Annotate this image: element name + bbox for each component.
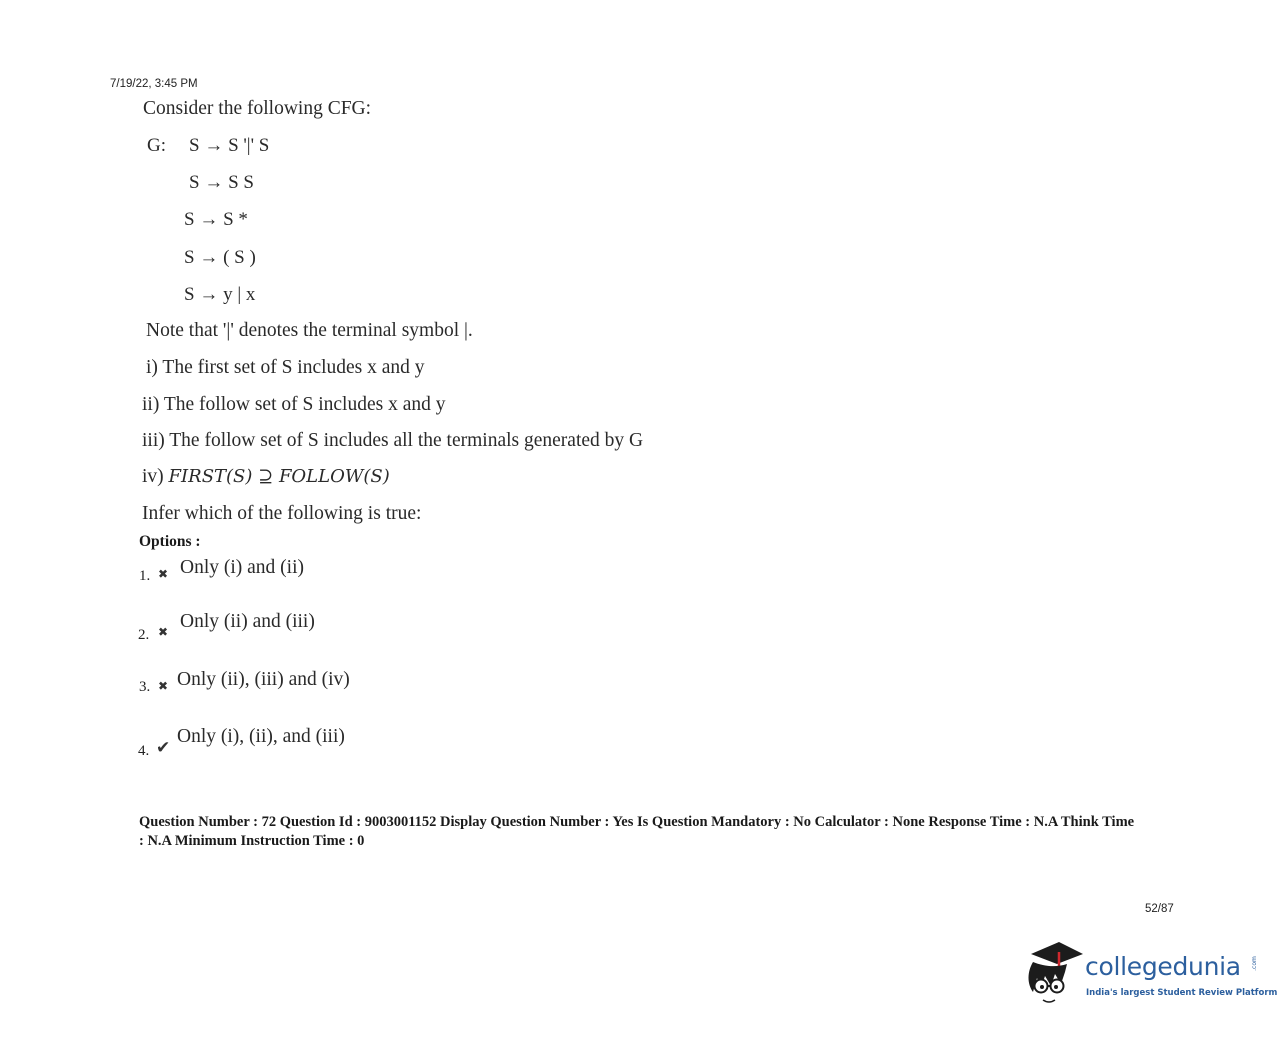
option-3-text: Only (ii), (iii) and (iv) xyxy=(177,669,350,690)
production-5: S → y | x xyxy=(184,284,256,305)
statement-4-math: FIRST(S) ⊇ FOLLOW(S) xyxy=(168,466,390,487)
page-number: 52/87 xyxy=(1145,903,1174,915)
statement-3: iii) The follow set of S includes all the terminals generated by G xyxy=(142,430,644,451)
logo-domain-suffix: .com xyxy=(1250,956,1258,971)
option-2-text: Only (ii) and (iii) xyxy=(180,611,315,632)
production-3: S → S * xyxy=(184,209,248,230)
option-4-text: Only (i), (ii), and (iii) xyxy=(177,726,345,747)
production-4: S → ( S ) xyxy=(184,247,256,268)
statement-4-prefix: iv) xyxy=(142,466,169,487)
grammar-label: G: xyxy=(147,135,166,156)
production-2: S → S S xyxy=(189,172,254,193)
print-timestamp: 7/19/22, 3:45 PM xyxy=(110,78,198,90)
statement-1: i) The first set of S includes x and y xyxy=(146,357,425,378)
question-title: Consider the following CFG: xyxy=(143,98,372,119)
cross-icon: ✖ xyxy=(158,625,169,639)
mascot-icon xyxy=(1025,938,1087,1010)
option-2-number: 2. xyxy=(138,627,150,643)
option-1-number: 1. xyxy=(139,568,151,584)
statement-2: ii) The follow set of S includes x and y xyxy=(142,394,446,415)
options-label: Options : xyxy=(139,533,201,550)
statement-4 xyxy=(142,466,390,488)
logo-wordmark: collegedunia xyxy=(1085,952,1241,981)
cross-icon: ✖ xyxy=(158,567,169,581)
cross-icon: ✖ xyxy=(158,679,169,693)
question-metadata: Question Number : 72 Question Id : 9003001152 Display Question Number : Yes Is Question Mandatory : No Calculator : None Response Time : N.A Think Time : N.A Minimum Instruction Time : 0 xyxy=(139,814,1135,849)
option-1-text: Only (i) and (ii) xyxy=(180,557,305,578)
terminal-note: Note that '|' denotes the terminal symbol |. xyxy=(146,320,473,341)
production-1: S → S '|' S xyxy=(189,135,270,156)
question-prompt: Infer which of the following is true: xyxy=(142,503,422,524)
logo-tagline: India's largest Student Review Platform xyxy=(1086,988,1278,998)
collegedunia-logo xyxy=(1025,938,1278,1010)
option-4-number: 4. xyxy=(138,743,150,759)
option-3-number: 3. xyxy=(139,679,151,695)
check-icon: ✔ xyxy=(156,738,171,758)
